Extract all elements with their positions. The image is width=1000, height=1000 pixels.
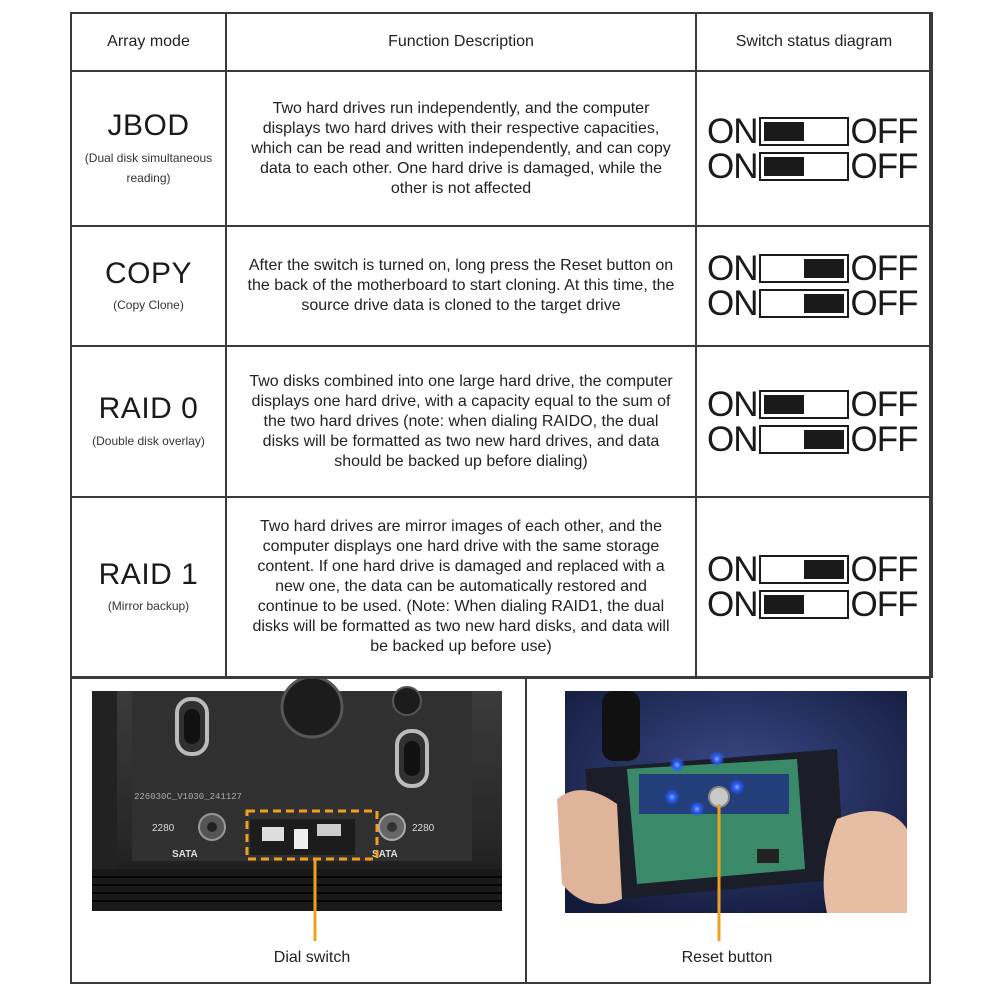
mounting-slot-right-hole — [404, 741, 420, 776]
switch-track — [759, 152, 849, 181]
dip-switch-1 — [707, 552, 931, 587]
mode-name: COPY — [104, 256, 193, 290]
reset-button-photo — [527, 679, 929, 982]
switch-track — [759, 117, 849, 146]
switch-track — [759, 555, 849, 584]
switch-off-label: OFF — [850, 146, 918, 186]
switch-on-label: ON — [707, 249, 758, 288]
led-3 — [664, 789, 680, 805]
mounting-slot-left-hole — [184, 709, 200, 744]
dip-switch-2 — [707, 286, 931, 321]
mode-cell — [71, 497, 226, 677]
dip-switch-component — [250, 819, 355, 855]
led-2 — [709, 751, 725, 767]
finger-left — [557, 790, 622, 904]
led-4 — [729, 779, 745, 795]
switch-diagram — [696, 497, 932, 677]
dial-switch-panel — [70, 677, 527, 984]
mode-description: After the switch is turned on, long press the Reset button on the back of the motherboard to start cloning. At this time, the source drive data is cloned to the target drive — [226, 226, 696, 346]
table-row-jbod — [71, 71, 932, 226]
switch-off-label: OFF — [850, 550, 918, 589]
serial-label: 226030C_V1030_241127 — [134, 792, 243, 802]
switch-knob-on — [764, 122, 804, 141]
switch-knob-on — [764, 395, 804, 414]
size-label-right: 2280 — [412, 823, 435, 834]
mode-description: Two hard drives are mirror images of each other, and the computer displays one hard drive with the same storage content. If one hard drive is damaged and replaced with a new one, the data can be automatically restored and continue to be used. (Note: When dialing RAID1, the dual disks will be formatted as two new hard disks, and data will be backed up before use) — [226, 497, 696, 677]
chip — [757, 849, 779, 863]
switch-track — [759, 390, 849, 419]
switch-on-label: ON — [707, 384, 758, 424]
finger-right — [824, 811, 907, 913]
switch-diagram — [696, 226, 932, 346]
mode-name: JBOD — [107, 109, 190, 143]
fan-mount — [282, 679, 342, 737]
table-row-raid1 — [71, 497, 932, 677]
switch-diagram — [696, 71, 932, 226]
mode-description: Two disks combined into one large hard drive, the computer displays one hard drive, with a capacity equal to the sum of the two hard drives (note: when dialing RAIDO, the dual disks will be formatted as two new hard drives, and data should be backed up before dialing) — [226, 346, 696, 497]
interface-label-left: SATA — [172, 849, 198, 860]
dip-switch-1 — [707, 251, 931, 286]
switch-knob-off — [804, 430, 844, 449]
led-1 — [669, 757, 685, 773]
switch-knob-off — [804, 560, 844, 579]
header-switch-status: Switch status diagram — [696, 13, 932, 71]
dial-switch-photo — [72, 679, 525, 982]
cable-plug — [602, 691, 640, 761]
mode-cell — [71, 226, 226, 346]
switch-on-label: ON — [707, 284, 758, 323]
reset-button-caption: Reset button — [681, 949, 773, 966]
table-row-copy — [71, 226, 932, 346]
switch-on-label: ON — [707, 419, 758, 459]
switch-diagram — [696, 346, 932, 497]
switch-off-label: OFF — [850, 111, 918, 151]
switch-knob-off — [804, 294, 844, 313]
switch-track — [759, 425, 849, 454]
header-function-description: Function Description — [226, 13, 696, 71]
switch-track — [759, 590, 849, 619]
switch-track — [759, 254, 849, 283]
switch-off-label: OFF — [850, 384, 918, 424]
table-row-raid0 — [71, 346, 932, 497]
screw-top — [393, 687, 421, 715]
switch-on-label: ON — [707, 111, 758, 151]
switch-track — [759, 289, 849, 318]
mode-cell — [71, 71, 226, 226]
table-header-row — [71, 13, 932, 71]
mode-subtitle: (Dual disk simultaneous reading) — [84, 150, 213, 185]
switch-off-label: OFF — [850, 284, 918, 323]
mode-cell — [71, 346, 226, 497]
interface-label-right: SATA — [372, 849, 398, 860]
mode-subtitle: (Copy Clone) — [113, 298, 184, 313]
switch-off-label: OFF — [850, 585, 918, 624]
switch-knob-on — [764, 157, 804, 176]
array-mode-table — [70, 12, 933, 678]
mode-subtitle: (Double disk overlay) — [92, 433, 205, 448]
mode-description: Two hard drives run independently, and the computer displays two hard drives with their respective capacities, which can be read and written independently, and can copy data to each other. One hard drive is damaged, while the other is not affected — [226, 71, 696, 226]
dip-switch-1 — [707, 384, 931, 424]
switch-off-label: OFF — [850, 249, 918, 288]
switch-on-label: ON — [707, 550, 758, 589]
dip-switch-2 — [707, 419, 931, 459]
switch-on-label: ON — [707, 585, 758, 624]
dial-switch-caption: Dial switch — [273, 949, 351, 966]
mode-name: RAID 0 — [98, 392, 199, 426]
led-5 — [689, 801, 705, 817]
switch-knob-on — [764, 595, 804, 614]
size-label-left: 2280 — [152, 823, 175, 834]
dip-switch-1 — [707, 111, 931, 151]
mode-subtitle: (Mirror backup) — [107, 599, 190, 614]
switch-on-label: ON — [707, 146, 758, 186]
dip-switch-2 — [707, 146, 931, 186]
reset-button-panel — [525, 677, 931, 984]
header-array-mode: Array mode — [71, 13, 226, 71]
enclosure-ridges — [92, 869, 502, 911]
dip-switch-2 — [707, 587, 931, 622]
switch-off-label: OFF — [850, 419, 918, 459]
switch-knob-off — [804, 259, 844, 278]
mode-name: RAID 1 — [98, 557, 199, 591]
